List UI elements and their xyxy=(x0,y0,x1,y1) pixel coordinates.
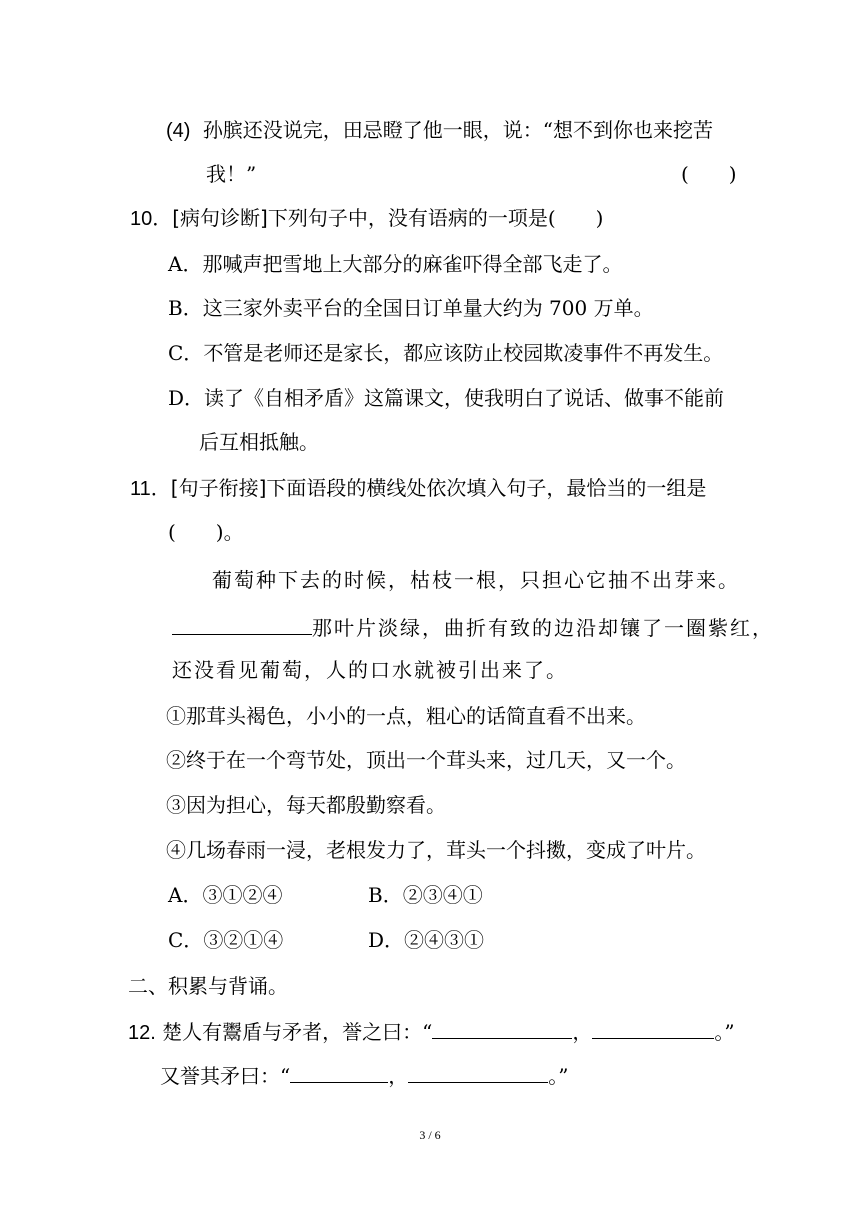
q11-sentence-1: ①那茸头褐色，小小的一点，粗心的话简直看不出来。 xyxy=(166,704,646,728)
section-title: 二、积累与背诵。 xyxy=(128,974,288,998)
q9-answer-paren[interactable]: ( ) xyxy=(681,162,737,186)
q11-passage-line3: 还没看见葡萄，人的口水就被引出来了。 xyxy=(172,658,568,682)
option-text: 不管是老师还是家长，都应该防止校园欺凌事件不再发生。 xyxy=(203,341,724,365)
q11-passage-line2 xyxy=(172,612,774,642)
q12-comma: ， xyxy=(572,1020,593,1044)
q10-option-a[interactable] xyxy=(168,250,622,278)
q12-line2 xyxy=(160,1060,568,1090)
option-text: ②③④① xyxy=(402,883,483,907)
q9-item4-text-cont: 我！” xyxy=(206,162,257,186)
q11-option-c[interactable] xyxy=(168,926,283,954)
q11-answer-paren[interactable]: ( )。 xyxy=(168,520,244,544)
q12-number: 12. xyxy=(128,1022,156,1044)
q10-tag: [病句诊断] xyxy=(172,206,268,230)
q12-blank-2[interactable] xyxy=(592,1016,714,1039)
option-text: 这三家外卖平台的全国日订单量大约为 700 万单。 xyxy=(202,296,654,320)
q11-tag: [句子衔接] xyxy=(170,476,267,500)
q9-item4-label: (4) xyxy=(166,120,191,142)
option-text: 读了《自相矛盾》这篇课文，使我明白了说话、做事不能前 xyxy=(204,386,725,410)
q12-end-quote-2: 。” xyxy=(548,1064,569,1088)
option-text: ③②①④ xyxy=(203,928,284,952)
q9-item4-line2 xyxy=(206,160,256,188)
q11-stem xyxy=(130,474,706,503)
q12-text: 楚人有鬻盾与矛者，誉之曰：“ xyxy=(162,1020,433,1044)
passage-blank[interactable] xyxy=(172,612,312,635)
q10-option-d[interactable] xyxy=(168,384,724,412)
option-letter: C． xyxy=(168,928,204,952)
option-letter: B． xyxy=(368,883,403,907)
q12-comma-2: ， xyxy=(388,1064,409,1088)
q11-option-d[interactable] xyxy=(368,926,484,954)
option-text: 那喊声把雪地上大部分的麻雀吓得全部飞走了。 xyxy=(202,252,623,276)
q10-option-d-cont: 后互相抵触。 xyxy=(199,430,319,454)
option-text: ②④③① xyxy=(404,928,485,952)
q12-text-2: 又誉其矛曰：“ xyxy=(160,1064,291,1088)
q11-sentence-3: ③因为担心，每天都殷勤察看。 xyxy=(166,793,446,817)
q10-option-b[interactable] xyxy=(168,294,654,322)
q11-option-a[interactable] xyxy=(168,881,282,909)
q10-option-c[interactable] xyxy=(168,339,723,367)
option-letter: A． xyxy=(168,252,203,276)
q11-number: 11． xyxy=(130,478,171,500)
option-letter: C． xyxy=(168,341,204,365)
q12-blank-1[interactable] xyxy=(432,1016,572,1039)
option-letter: D． xyxy=(168,386,205,410)
q10-question: 下列句子中，没有语病的一项是( ) xyxy=(267,206,604,230)
q10-stem xyxy=(130,204,603,233)
option-text: ③①②④ xyxy=(202,883,283,907)
q9-item4-line1 xyxy=(166,116,713,145)
option-letter: D． xyxy=(368,928,405,952)
q12-line1 xyxy=(128,1016,735,1047)
q11-option-b[interactable] xyxy=(368,881,483,909)
q9-item4-text: 孙膑还没说完，田忌瞪了他一眼，说：“想不到你也来挖苦 xyxy=(202,118,714,142)
q12-end-quote: 。” xyxy=(714,1020,735,1044)
q12-blank-4[interactable] xyxy=(408,1060,548,1083)
q11-sentence-2: ②终于在一个弯节处，顶出一个茸头来，过几天，又一个。 xyxy=(166,748,686,772)
option-letter: A． xyxy=(168,883,203,907)
q11-passage-line1: 葡萄种下去的时候，枯枝一根，只担心它抽不出芽来。 xyxy=(212,568,740,592)
q11-sentence-4: ④几场春雨一浸，老根发力了，茸头一个抖擞，变成了叶片。 xyxy=(166,838,706,862)
q11-question: 下面语段的横线处依次填入句子，最恰当的一组是 xyxy=(266,476,707,500)
page-number: 3 / 6 xyxy=(419,1128,441,1142)
passage-text: 那叶片淡绿，曲折有致的边沿却镶了一圈紫红， xyxy=(312,616,774,640)
q12-blank-3[interactable] xyxy=(290,1060,388,1083)
option-letter: B． xyxy=(168,296,203,320)
q10-number: 10． xyxy=(130,208,173,230)
